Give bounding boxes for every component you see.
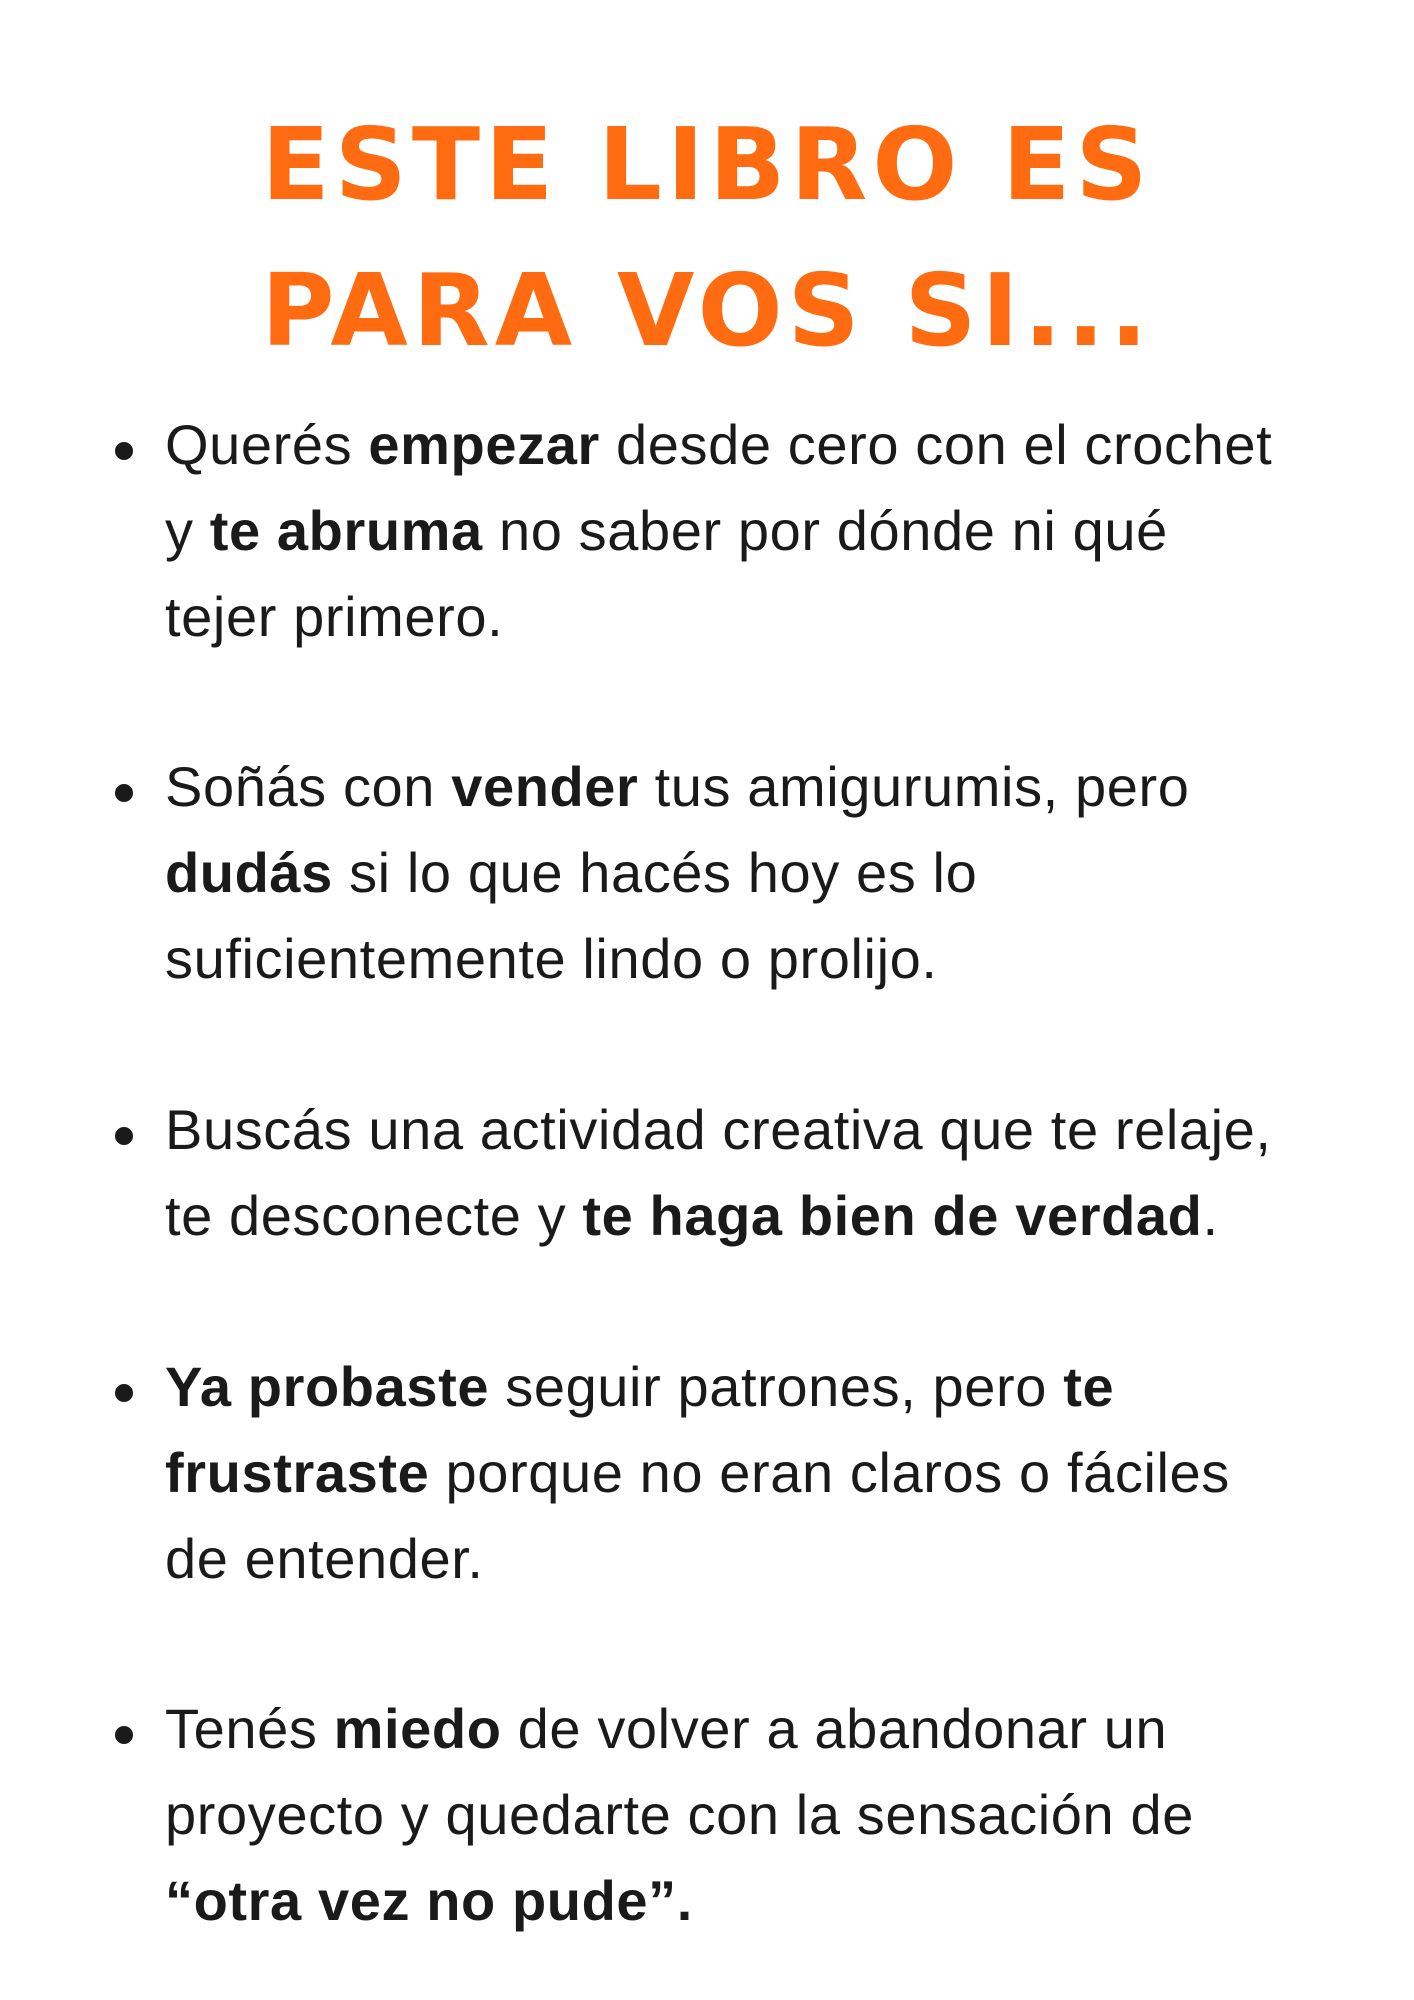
text-line [165, 1858, 1380, 1944]
emphasis-text: dudás [165, 841, 333, 904]
emphasis-text: Ya probaste [165, 1355, 490, 1418]
text-run: porque no eran claros o fáciles [429, 1441, 1230, 1504]
list-item-text [165, 402, 1380, 660]
emphasis-text: vender [451, 755, 639, 818]
emphasis-text: miedo [333, 1697, 502, 1760]
bullet-dot-icon [115, 1127, 133, 1145]
bullet-dot-icon [115, 784, 133, 802]
title-line-2: PARA VOS SI... [261, 252, 1153, 369]
emphasis-text: frustraste [165, 1441, 430, 1504]
text-run: seguir patrones, pero [489, 1355, 1064, 1418]
emphasis-text: te [1063, 1355, 1115, 1418]
text-run: Tenés [165, 1697, 334, 1760]
text-run: tus amigurumis, pero [638, 755, 1190, 818]
text-line [165, 402, 1380, 488]
text-line [165, 830, 1380, 916]
emphasis-text: te abruma [209, 499, 483, 562]
bullet-dot-icon [115, 1384, 133, 1402]
list-item-text [165, 1344, 1380, 1602]
text-run: no saber por dónde ni qué [482, 499, 1168, 562]
list-item-text [165, 1087, 1380, 1259]
text-line [165, 1173, 1380, 1259]
text-line [165, 744, 1380, 830]
bullet-dot-icon [115, 1726, 133, 1744]
text-run: Soñás con [165, 755, 452, 818]
text-line [165, 488, 1380, 574]
text-run: si lo que hacés hoy es lo [332, 841, 978, 904]
text-line [165, 1686, 1380, 1772]
text-run: . [1202, 1184, 1219, 1247]
text-line: de entender. [165, 1527, 484, 1590]
text-line [165, 1430, 1380, 1516]
title-line-1: ESTE LIBRO ES [261, 106, 1153, 223]
text-line: tejer primero. [165, 585, 504, 648]
list-item-text [165, 744, 1380, 1002]
emphasis-text: te haga bien de verdad [582, 1184, 1203, 1247]
text-run: desde cero con el crochet [599, 413, 1273, 476]
text-line: suficientemente lindo o prolijo. [165, 927, 938, 990]
text-line: proyecto y quedarte con la sensación de [165, 1783, 1194, 1846]
text-run: Querés [165, 413, 369, 476]
text-run: te desconecte y [165, 1184, 583, 1247]
text-run: de volver a abandonar un [501, 1697, 1168, 1760]
text-run: y [165, 499, 210, 562]
emphasis-text: empezar [368, 413, 600, 476]
text-line: Buscás una actividad creativa que te relaje, [165, 1098, 1272, 1161]
emphasis-text: “otra vez no pude”. [165, 1869, 693, 1932]
list-item-text [165, 1686, 1380, 1944]
bullet-dot-icon [115, 442, 133, 460]
text-line [165, 1344, 1380, 1430]
